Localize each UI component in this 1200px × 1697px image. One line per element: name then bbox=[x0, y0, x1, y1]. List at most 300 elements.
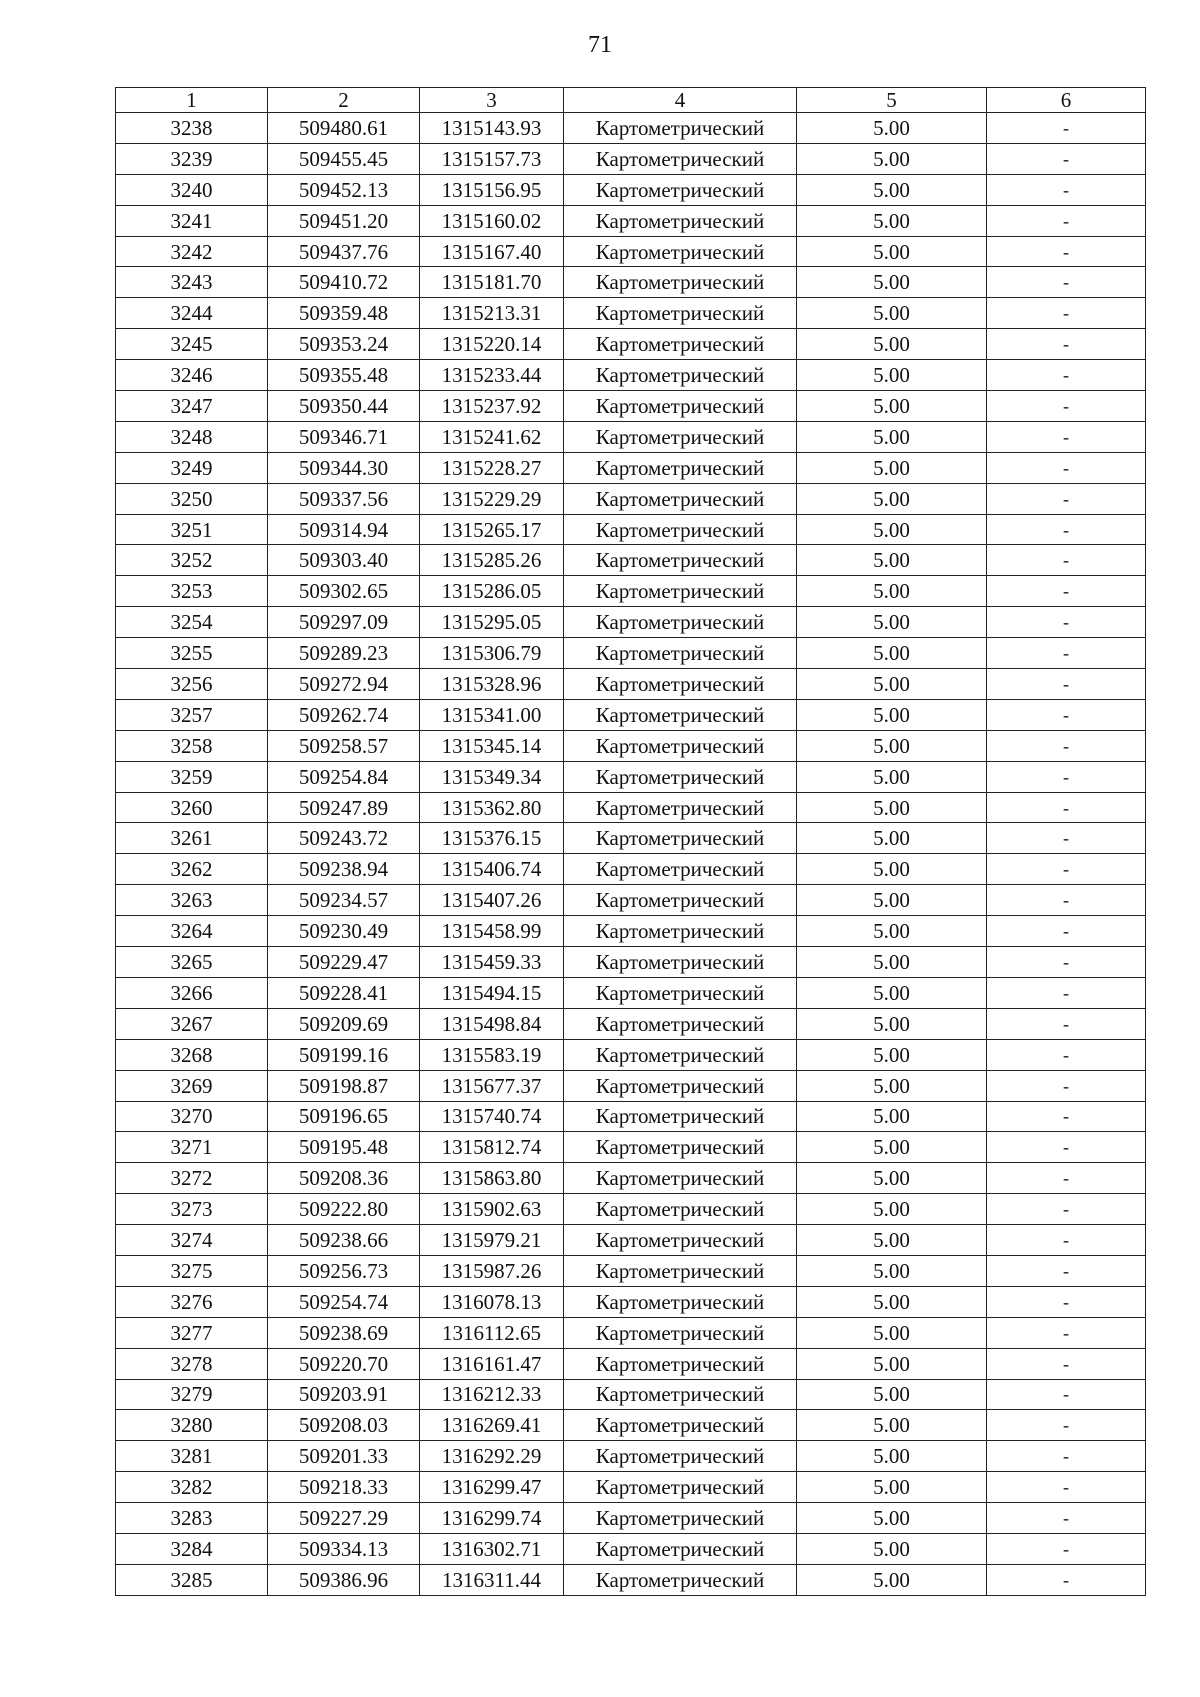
x-coordinate-cell: 509455.45 bbox=[268, 143, 420, 174]
accuracy-cell: 5.00 bbox=[797, 452, 987, 483]
point-number-cell: 3245 bbox=[116, 329, 268, 360]
y-coordinate-cell: 1315237.92 bbox=[420, 391, 564, 422]
note-cell: - bbox=[987, 298, 1146, 329]
note-cell: - bbox=[987, 1255, 1146, 1286]
y-coordinate-cell: 1315459.33 bbox=[420, 947, 564, 978]
table-row bbox=[116, 298, 1146, 329]
accuracy-cell: 5.00 bbox=[797, 1163, 987, 1194]
table-row bbox=[116, 421, 1146, 452]
table-row bbox=[116, 1441, 1146, 1472]
note-cell: - bbox=[987, 1070, 1146, 1101]
point-number-cell: 3274 bbox=[116, 1225, 268, 1256]
accuracy-cell: 5.00 bbox=[797, 1255, 987, 1286]
table-row bbox=[116, 1533, 1146, 1564]
accuracy-cell: 5.00 bbox=[797, 545, 987, 576]
x-coordinate-cell: 509247.89 bbox=[268, 792, 420, 823]
note-cell: - bbox=[987, 113, 1146, 144]
y-coordinate-cell: 1315345.14 bbox=[420, 730, 564, 761]
y-coordinate-cell: 1315407.26 bbox=[420, 885, 564, 916]
method-cell: Картометрический bbox=[564, 143, 797, 174]
y-coordinate-cell: 1315167.40 bbox=[420, 236, 564, 267]
table-row bbox=[116, 947, 1146, 978]
method-cell: Картометрический bbox=[564, 885, 797, 916]
note-cell: - bbox=[987, 143, 1146, 174]
note-cell: - bbox=[987, 483, 1146, 514]
x-coordinate-cell: 509272.94 bbox=[268, 669, 420, 700]
point-number-cell: 3260 bbox=[116, 792, 268, 823]
x-coordinate-cell: 509258.57 bbox=[268, 730, 420, 761]
table-row bbox=[116, 1410, 1146, 1441]
point-number-cell: 3250 bbox=[116, 483, 268, 514]
table-row bbox=[116, 823, 1146, 854]
y-coordinate-cell: 1315181.70 bbox=[420, 267, 564, 298]
method-cell: Картометрический bbox=[564, 1039, 797, 1070]
method-cell: Картометрический bbox=[564, 607, 797, 638]
note-cell: - bbox=[987, 174, 1146, 205]
x-coordinate-cell: 509344.30 bbox=[268, 452, 420, 483]
note-cell: - bbox=[987, 854, 1146, 885]
y-coordinate-cell: 1315156.95 bbox=[420, 174, 564, 205]
y-coordinate-cell: 1315265.17 bbox=[420, 514, 564, 545]
note-cell: - bbox=[987, 421, 1146, 452]
point-number-cell: 3241 bbox=[116, 205, 268, 236]
y-coordinate-cell: 1315157.73 bbox=[420, 143, 564, 174]
method-cell: Картометрический bbox=[564, 1225, 797, 1256]
method-cell: Картометрический bbox=[564, 947, 797, 978]
x-coordinate-cell: 509410.72 bbox=[268, 267, 420, 298]
point-number-cell: 3244 bbox=[116, 298, 268, 329]
accuracy-cell: 5.00 bbox=[797, 421, 987, 452]
accuracy-cell: 5.00 bbox=[797, 669, 987, 700]
point-number-cell: 3269 bbox=[116, 1070, 268, 1101]
note-cell: - bbox=[987, 545, 1146, 576]
accuracy-cell: 5.00 bbox=[797, 236, 987, 267]
method-cell: Картометрический bbox=[564, 205, 797, 236]
x-coordinate-cell: 509208.03 bbox=[268, 1410, 420, 1441]
accuracy-cell: 5.00 bbox=[797, 1472, 987, 1503]
note-cell: - bbox=[987, 1225, 1146, 1256]
method-cell: Картометрический bbox=[564, 514, 797, 545]
point-number-cell: 3276 bbox=[116, 1286, 268, 1317]
table-body bbox=[116, 113, 1146, 1596]
point-number-cell: 3273 bbox=[116, 1194, 268, 1225]
point-number-cell: 3259 bbox=[116, 761, 268, 792]
table-row bbox=[116, 1317, 1146, 1348]
accuracy-cell: 5.00 bbox=[797, 1441, 987, 1472]
y-coordinate-cell: 1315306.79 bbox=[420, 638, 564, 669]
y-coordinate-cell: 1316302.71 bbox=[420, 1533, 564, 1564]
method-cell: Картометрический bbox=[564, 113, 797, 144]
accuracy-cell: 5.00 bbox=[797, 174, 987, 205]
y-coordinate-cell: 1315328.96 bbox=[420, 669, 564, 700]
table-row bbox=[116, 699, 1146, 730]
method-cell: Картометрический bbox=[564, 638, 797, 669]
note-cell: - bbox=[987, 607, 1146, 638]
method-cell: Картометрический bbox=[564, 174, 797, 205]
table-row bbox=[116, 483, 1146, 514]
method-cell: Картометрический bbox=[564, 1286, 797, 1317]
x-coordinate-cell: 509201.33 bbox=[268, 1441, 420, 1472]
method-cell: Картометрический bbox=[564, 1070, 797, 1101]
y-coordinate-cell: 1315583.19 bbox=[420, 1039, 564, 1070]
accuracy-cell: 5.00 bbox=[797, 638, 987, 669]
method-cell: Картометрический bbox=[564, 1503, 797, 1534]
table-row bbox=[116, 885, 1146, 916]
method-cell: Картометрический bbox=[564, 483, 797, 514]
note-cell: - bbox=[987, 885, 1146, 916]
y-coordinate-cell: 1316269.41 bbox=[420, 1410, 564, 1441]
point-number-cell: 3265 bbox=[116, 947, 268, 978]
method-cell: Картометрический bbox=[564, 576, 797, 607]
x-coordinate-cell: 509238.69 bbox=[268, 1317, 420, 1348]
note-cell: - bbox=[987, 977, 1146, 1008]
y-coordinate-cell: 1315241.62 bbox=[420, 421, 564, 452]
table-row bbox=[116, 792, 1146, 823]
x-coordinate-cell: 509198.87 bbox=[268, 1070, 420, 1101]
note-cell: - bbox=[987, 1348, 1146, 1379]
x-coordinate-cell: 509314.94 bbox=[268, 514, 420, 545]
accuracy-cell: 5.00 bbox=[797, 761, 987, 792]
accuracy-cell: 5.00 bbox=[797, 1317, 987, 1348]
table-row bbox=[116, 977, 1146, 1008]
method-cell: Картометрический bbox=[564, 1533, 797, 1564]
y-coordinate-cell: 1315362.80 bbox=[420, 792, 564, 823]
method-cell: Картометрический bbox=[564, 669, 797, 700]
accuracy-cell: 5.00 bbox=[797, 823, 987, 854]
point-number-cell: 3264 bbox=[116, 916, 268, 947]
x-coordinate-cell: 509337.56 bbox=[268, 483, 420, 514]
method-cell: Картометрический bbox=[564, 977, 797, 1008]
method-cell: Картометрический bbox=[564, 1255, 797, 1286]
accuracy-cell: 5.00 bbox=[797, 1533, 987, 1564]
table-row bbox=[116, 1472, 1146, 1503]
x-coordinate-cell: 509262.74 bbox=[268, 699, 420, 730]
x-coordinate-cell: 509218.33 bbox=[268, 1472, 420, 1503]
y-coordinate-cell: 1315229.29 bbox=[420, 483, 564, 514]
point-number-cell: 3243 bbox=[116, 267, 268, 298]
table-row bbox=[116, 761, 1146, 792]
point-number-cell: 3270 bbox=[116, 1101, 268, 1132]
table-row bbox=[116, 329, 1146, 360]
column-header-3: 3 bbox=[420, 88, 564, 113]
note-cell: - bbox=[987, 329, 1146, 360]
table-row bbox=[116, 514, 1146, 545]
x-coordinate-cell: 509303.40 bbox=[268, 545, 420, 576]
table-row bbox=[116, 205, 1146, 236]
method-cell: Картометрический bbox=[564, 421, 797, 452]
note-cell: - bbox=[987, 360, 1146, 391]
header-row bbox=[116, 88, 1146, 113]
method-cell: Картометрический bbox=[564, 360, 797, 391]
accuracy-cell: 5.00 bbox=[797, 267, 987, 298]
y-coordinate-cell: 1315213.31 bbox=[420, 298, 564, 329]
y-coordinate-cell: 1315160.02 bbox=[420, 205, 564, 236]
accuracy-cell: 5.00 bbox=[797, 329, 987, 360]
x-coordinate-cell: 509346.71 bbox=[268, 421, 420, 452]
point-number-cell: 3249 bbox=[116, 452, 268, 483]
note-cell: - bbox=[987, 823, 1146, 854]
x-coordinate-cell: 509289.23 bbox=[268, 638, 420, 669]
table-row bbox=[116, 1225, 1146, 1256]
note-cell: - bbox=[987, 1008, 1146, 1039]
accuracy-cell: 5.00 bbox=[797, 885, 987, 916]
point-number-cell: 3255 bbox=[116, 638, 268, 669]
table-row bbox=[116, 267, 1146, 298]
x-coordinate-cell: 509199.16 bbox=[268, 1039, 420, 1070]
table-row bbox=[116, 1286, 1146, 1317]
table-row bbox=[116, 1101, 1146, 1132]
y-coordinate-cell: 1315228.27 bbox=[420, 452, 564, 483]
column-header-6: 6 bbox=[987, 88, 1146, 113]
method-cell: Картометрический bbox=[564, 329, 797, 360]
accuracy-cell: 5.00 bbox=[797, 113, 987, 144]
x-coordinate-cell: 509254.84 bbox=[268, 761, 420, 792]
note-cell: - bbox=[987, 699, 1146, 730]
accuracy-cell: 5.00 bbox=[797, 792, 987, 823]
accuracy-cell: 5.00 bbox=[797, 143, 987, 174]
x-coordinate-cell: 509209.69 bbox=[268, 1008, 420, 1039]
method-cell: Картометрический bbox=[564, 1564, 797, 1595]
x-coordinate-cell: 509297.09 bbox=[268, 607, 420, 638]
point-number-cell: 3277 bbox=[116, 1317, 268, 1348]
accuracy-cell: 5.00 bbox=[797, 1039, 987, 1070]
table-row bbox=[116, 1194, 1146, 1225]
method-cell: Картометрический bbox=[564, 545, 797, 576]
note-cell: - bbox=[987, 730, 1146, 761]
point-number-cell: 3271 bbox=[116, 1132, 268, 1163]
table-row bbox=[116, 916, 1146, 947]
point-number-cell: 3258 bbox=[116, 730, 268, 761]
x-coordinate-cell: 509243.72 bbox=[268, 823, 420, 854]
y-coordinate-cell: 1315233.44 bbox=[420, 360, 564, 391]
coordinates-table bbox=[115, 87, 1146, 1596]
table-row bbox=[116, 1039, 1146, 1070]
point-number-cell: 3251 bbox=[116, 514, 268, 545]
accuracy-cell: 5.00 bbox=[797, 854, 987, 885]
y-coordinate-cell: 1315295.05 bbox=[420, 607, 564, 638]
x-coordinate-cell: 509256.73 bbox=[268, 1255, 420, 1286]
y-coordinate-cell: 1315812.74 bbox=[420, 1132, 564, 1163]
point-number-cell: 3239 bbox=[116, 143, 268, 174]
point-number-cell: 3247 bbox=[116, 391, 268, 422]
x-coordinate-cell: 509220.70 bbox=[268, 1348, 420, 1379]
table-row bbox=[116, 236, 1146, 267]
point-number-cell: 3246 bbox=[116, 360, 268, 391]
note-cell: - bbox=[987, 1441, 1146, 1472]
point-number-cell: 3281 bbox=[116, 1441, 268, 1472]
accuracy-cell: 5.00 bbox=[797, 1503, 987, 1534]
table-row bbox=[116, 174, 1146, 205]
point-number-cell: 3285 bbox=[116, 1564, 268, 1595]
x-coordinate-cell: 509234.57 bbox=[268, 885, 420, 916]
point-number-cell: 3242 bbox=[116, 236, 268, 267]
accuracy-cell: 5.00 bbox=[797, 699, 987, 730]
method-cell: Картометрический bbox=[564, 1410, 797, 1441]
point-number-cell: 3263 bbox=[116, 885, 268, 916]
accuracy-cell: 5.00 bbox=[797, 977, 987, 1008]
point-number-cell: 3284 bbox=[116, 1533, 268, 1564]
method-cell: Картометрический bbox=[564, 298, 797, 329]
method-cell: Картометрический bbox=[564, 761, 797, 792]
method-cell: Картометрический bbox=[564, 792, 797, 823]
table-row bbox=[116, 1163, 1146, 1194]
accuracy-cell: 5.00 bbox=[797, 1008, 987, 1039]
x-coordinate-cell: 509254.74 bbox=[268, 1286, 420, 1317]
accuracy-cell: 5.00 bbox=[797, 947, 987, 978]
note-cell: - bbox=[987, 205, 1146, 236]
point-number-cell: 3238 bbox=[116, 113, 268, 144]
accuracy-cell: 5.00 bbox=[797, 514, 987, 545]
note-cell: - bbox=[987, 236, 1146, 267]
method-cell: Картометрический bbox=[564, 267, 797, 298]
x-coordinate-cell: 509350.44 bbox=[268, 391, 420, 422]
accuracy-cell: 5.00 bbox=[797, 607, 987, 638]
table-row bbox=[116, 1255, 1146, 1286]
y-coordinate-cell: 1316212.33 bbox=[420, 1379, 564, 1410]
table-row bbox=[116, 143, 1146, 174]
note-cell: - bbox=[987, 1039, 1146, 1070]
y-coordinate-cell: 1315286.05 bbox=[420, 576, 564, 607]
note-cell: - bbox=[987, 638, 1146, 669]
y-coordinate-cell: 1316311.44 bbox=[420, 1564, 564, 1595]
accuracy-cell: 5.00 bbox=[797, 1410, 987, 1441]
method-cell: Картометрический bbox=[564, 916, 797, 947]
method-cell: Картометрический bbox=[564, 854, 797, 885]
x-coordinate-cell: 509334.13 bbox=[268, 1533, 420, 1564]
note-cell: - bbox=[987, 391, 1146, 422]
y-coordinate-cell: 1315677.37 bbox=[420, 1070, 564, 1101]
method-cell: Картометрический bbox=[564, 823, 797, 854]
method-cell: Картометрический bbox=[564, 1008, 797, 1039]
method-cell: Картометрический bbox=[564, 452, 797, 483]
table-row bbox=[116, 638, 1146, 669]
note-cell: - bbox=[987, 267, 1146, 298]
note-cell: - bbox=[987, 1132, 1146, 1163]
y-coordinate-cell: 1315863.80 bbox=[420, 1163, 564, 1194]
page-number: 71 bbox=[588, 32, 612, 58]
point-number-cell: 3279 bbox=[116, 1379, 268, 1410]
x-coordinate-cell: 509203.91 bbox=[268, 1379, 420, 1410]
note-cell: - bbox=[987, 1533, 1146, 1564]
x-coordinate-cell: 509227.29 bbox=[268, 1503, 420, 1534]
y-coordinate-cell: 1316292.29 bbox=[420, 1441, 564, 1472]
point-number-cell: 3256 bbox=[116, 669, 268, 700]
note-cell: - bbox=[987, 1317, 1146, 1348]
table-row bbox=[116, 607, 1146, 638]
method-cell: Картометрический bbox=[564, 1348, 797, 1379]
y-coordinate-cell: 1316299.47 bbox=[420, 1472, 564, 1503]
method-cell: Картометрический bbox=[564, 1163, 797, 1194]
y-coordinate-cell: 1315494.15 bbox=[420, 977, 564, 1008]
accuracy-cell: 5.00 bbox=[797, 483, 987, 514]
y-coordinate-cell: 1315902.63 bbox=[420, 1194, 564, 1225]
method-cell: Картометрический bbox=[564, 236, 797, 267]
note-cell: - bbox=[987, 514, 1146, 545]
note-cell: - bbox=[987, 1472, 1146, 1503]
note-cell: - bbox=[987, 1163, 1146, 1194]
table-row bbox=[116, 854, 1146, 885]
note-cell: - bbox=[987, 1503, 1146, 1534]
accuracy-cell: 5.00 bbox=[797, 1132, 987, 1163]
point-number-cell: 3252 bbox=[116, 545, 268, 576]
y-coordinate-cell: 1315143.93 bbox=[420, 113, 564, 144]
point-number-cell: 3262 bbox=[116, 854, 268, 885]
y-coordinate-cell: 1315285.26 bbox=[420, 545, 564, 576]
x-coordinate-cell: 509196.65 bbox=[268, 1101, 420, 1132]
point-number-cell: 3282 bbox=[116, 1472, 268, 1503]
accuracy-cell: 5.00 bbox=[797, 1379, 987, 1410]
accuracy-cell: 5.00 bbox=[797, 205, 987, 236]
x-coordinate-cell: 509229.47 bbox=[268, 947, 420, 978]
accuracy-cell: 5.00 bbox=[797, 576, 987, 607]
table-row bbox=[116, 576, 1146, 607]
note-cell: - bbox=[987, 1101, 1146, 1132]
accuracy-cell: 5.00 bbox=[797, 360, 987, 391]
point-number-cell: 3278 bbox=[116, 1348, 268, 1379]
y-coordinate-cell: 1315458.99 bbox=[420, 916, 564, 947]
method-cell: Картометрический bbox=[564, 1132, 797, 1163]
table-header bbox=[116, 88, 1146, 113]
note-cell: - bbox=[987, 1194, 1146, 1225]
table-row bbox=[116, 360, 1146, 391]
y-coordinate-cell: 1315376.15 bbox=[420, 823, 564, 854]
y-coordinate-cell: 1315406.74 bbox=[420, 854, 564, 885]
point-number-cell: 3283 bbox=[116, 1503, 268, 1534]
note-cell: - bbox=[987, 1379, 1146, 1410]
note-cell: - bbox=[987, 947, 1146, 978]
y-coordinate-cell: 1316299.74 bbox=[420, 1503, 564, 1534]
x-coordinate-cell: 509359.48 bbox=[268, 298, 420, 329]
x-coordinate-cell: 509222.80 bbox=[268, 1194, 420, 1225]
accuracy-cell: 5.00 bbox=[797, 1225, 987, 1256]
note-cell: - bbox=[987, 1564, 1146, 1595]
x-coordinate-cell: 509480.61 bbox=[268, 113, 420, 144]
point-number-cell: 3267 bbox=[116, 1008, 268, 1039]
method-cell: Картометрический bbox=[564, 1472, 797, 1503]
y-coordinate-cell: 1316078.13 bbox=[420, 1286, 564, 1317]
x-coordinate-cell: 509302.65 bbox=[268, 576, 420, 607]
note-cell: - bbox=[987, 669, 1146, 700]
y-coordinate-cell: 1315341.00 bbox=[420, 699, 564, 730]
method-cell: Картометрический bbox=[564, 730, 797, 761]
method-cell: Картометрический bbox=[564, 699, 797, 730]
table-row bbox=[116, 669, 1146, 700]
method-cell: Картометрический bbox=[564, 391, 797, 422]
accuracy-cell: 5.00 bbox=[797, 1348, 987, 1379]
x-coordinate-cell: 509353.24 bbox=[268, 329, 420, 360]
table-row bbox=[116, 1564, 1146, 1595]
y-coordinate-cell: 1315220.14 bbox=[420, 329, 564, 360]
point-number-cell: 3253 bbox=[116, 576, 268, 607]
y-coordinate-cell: 1315987.26 bbox=[420, 1255, 564, 1286]
accuracy-cell: 5.00 bbox=[797, 1286, 987, 1317]
table-row bbox=[116, 1503, 1146, 1534]
column-header-2: 2 bbox=[268, 88, 420, 113]
column-header-4: 4 bbox=[564, 88, 797, 113]
accuracy-cell: 5.00 bbox=[797, 1070, 987, 1101]
table-row bbox=[116, 1070, 1146, 1101]
accuracy-cell: 5.00 bbox=[797, 730, 987, 761]
y-coordinate-cell: 1315498.84 bbox=[420, 1008, 564, 1039]
table-row bbox=[116, 113, 1146, 144]
note-cell: - bbox=[987, 792, 1146, 823]
x-coordinate-cell: 509386.96 bbox=[268, 1564, 420, 1595]
note-cell: - bbox=[987, 761, 1146, 792]
point-number-cell: 3254 bbox=[116, 607, 268, 638]
x-coordinate-cell: 509238.66 bbox=[268, 1225, 420, 1256]
point-number-cell: 3280 bbox=[116, 1410, 268, 1441]
x-coordinate-cell: 509238.94 bbox=[268, 854, 420, 885]
